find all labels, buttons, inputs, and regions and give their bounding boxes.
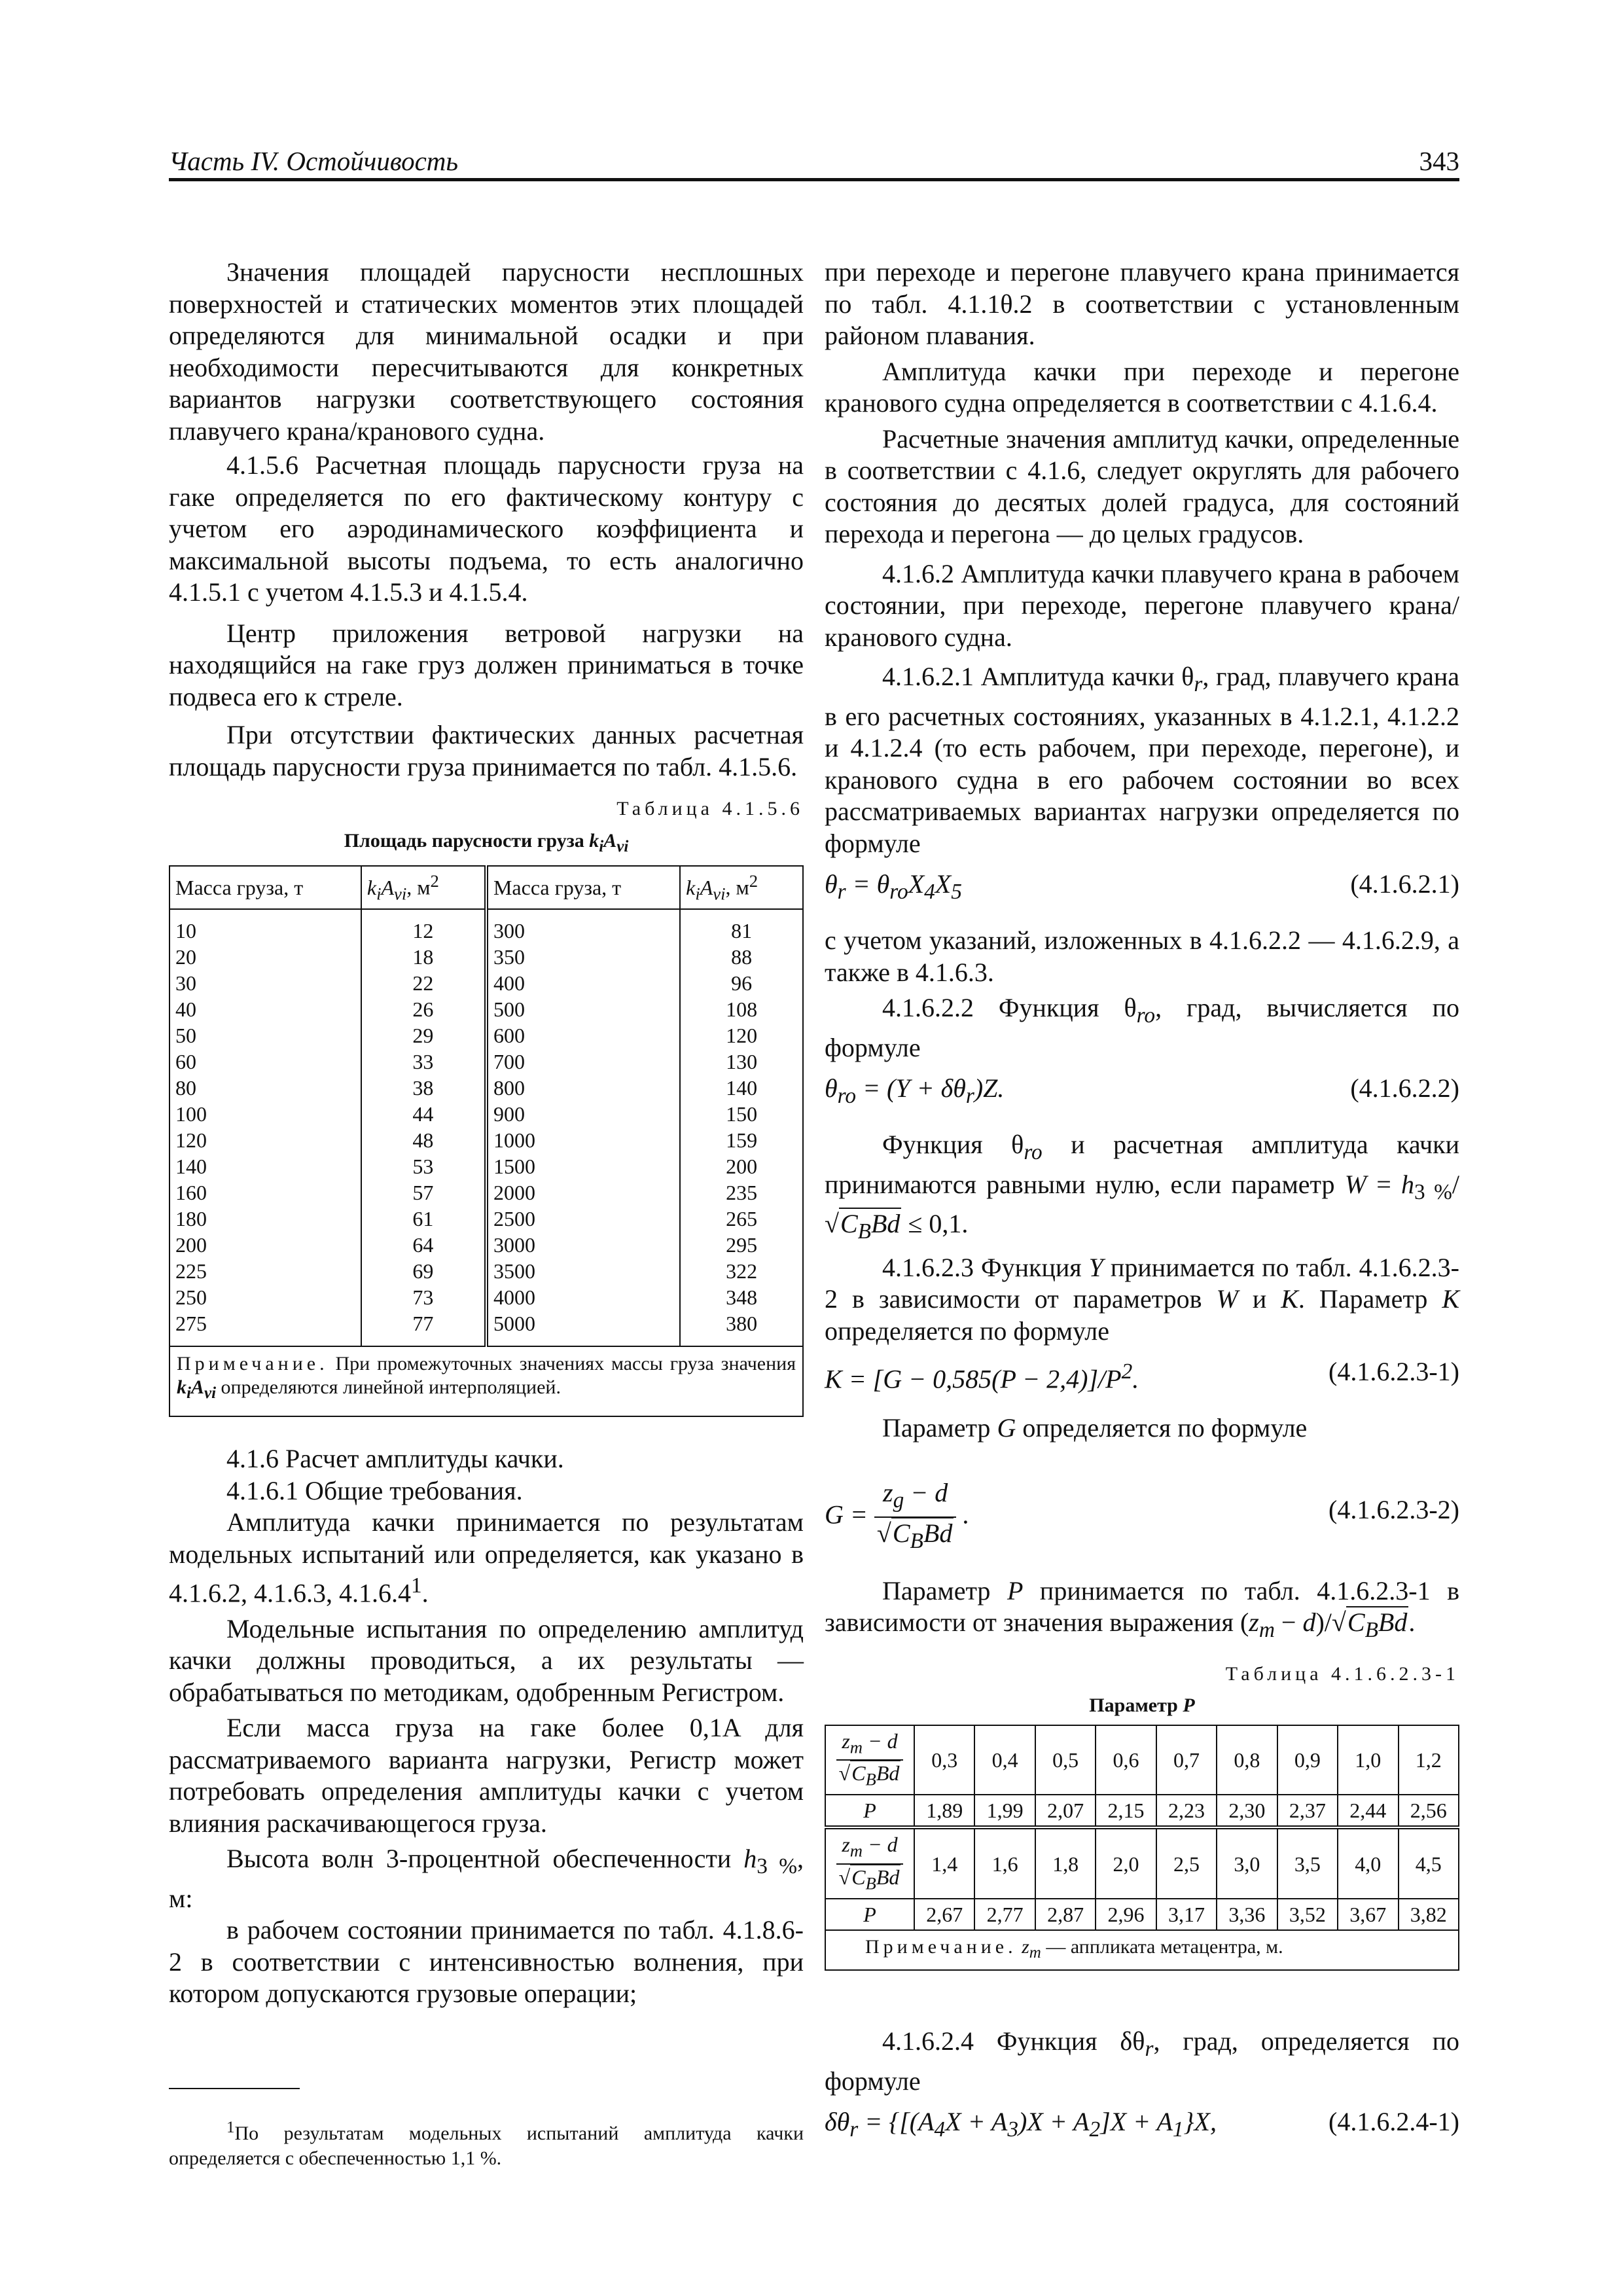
table-cell: 3000 — [486, 1232, 680, 1258]
table-cell: 0,8 — [1217, 1725, 1277, 1795]
table-cell: 2500 — [486, 1206, 680, 1232]
table-row: P 2,67 2,77 2,87 2,96 3,17 3,36 3,52 3,67 3,82 — [825, 1899, 1459, 1930]
right-column — [825, 257, 1459, 2162]
table-cell: 180 — [169, 1206, 361, 1232]
table-cell: 0,7 — [1156, 1725, 1217, 1795]
table-cell: 4000 — [486, 1284, 680, 1310]
table-cell: 29 — [361, 1022, 486, 1049]
paragraph: 4.1.6.2.4 Функция $\delta\theta_r$, град, определяется по формуле — [825, 2026, 1459, 2096]
column-header: Масса груза, т — [486, 866, 680, 909]
table-cell: 73 — [361, 1284, 486, 1310]
paragraph: 4.1.6.2.1 Амплитуда качки $\theta_r$, град, плавучего крана в его расчетных состояниях, указанных в 4.1.2.1, 4.1.2.2 и 4.1.2.4 (то есть рабочем, при переходе, перегоне), и кранового судна в его рабочем состоянии во всех рассматриваемых вариантах нагрузки определяется по формуле — [825, 662, 1460, 858]
column-header: $k_iA_{vi}$, $м^2$ — [680, 866, 803, 909]
formula-4-1-6-2-3-1: $K = [G - 0,585(P - 2,4)]/P^2$. (4.1.6.2.3-1) — [825, 1357, 1459, 1394]
paragraph: в рабочем состоянии принимается по табл. 4.1.8.6-2 в соответствии с интенсивностью волнения, при котором допускаются грузовые операции; — [169, 1915, 804, 2009]
table-cell: 225 — [169, 1258, 361, 1284]
table-cell: 130 — [680, 1049, 803, 1075]
table-cell: 500 — [486, 996, 680, 1022]
table-cell: 100 — [169, 1101, 361, 1127]
table-cell: 0,9 — [1277, 1725, 1338, 1795]
table-cell: 60 — [169, 1049, 361, 1075]
table-row — [169, 1310, 803, 1346]
table-cell: 3,0 — [1217, 1827, 1277, 1899]
table-cell: 159 — [680, 1127, 803, 1153]
table-cell: 2,96 — [1096, 1899, 1156, 1930]
formula-4-1-6-2-1: $\theta_r = \theta_{ro}X_4X_5$ (4.1.6.2.1) — [825, 869, 1459, 904]
table-cell: 3,82 — [1399, 1899, 1459, 1930]
table-cell: 1500 — [486, 1153, 680, 1179]
table-cell: 275 — [169, 1310, 361, 1346]
column-header: $k_iA_{vi}$, $м^2$ — [361, 866, 486, 909]
table-title: Площадь парусности груза $k_iA_{vi}$ — [344, 829, 629, 855]
table-cell: 33 — [361, 1049, 486, 1075]
table-cell: 140 — [680, 1075, 803, 1101]
table-cell: 120 — [680, 1022, 803, 1049]
paragraph: Если масса груза на гаке более 0,1A для рассматриваемого варианта нагрузки, Регистр может потребовать определения амплитуды качки с учетом влияния раскачивающегося груза. — [169, 1713, 804, 1838]
table-cell: 88 — [680, 944, 803, 970]
table-cell: 900 — [486, 1101, 680, 1127]
table-cell: 1,4 — [914, 1827, 974, 1899]
table-cell: 50 — [169, 1022, 361, 1049]
table-row — [169, 996, 803, 1022]
table-cell: 12 — [361, 909, 486, 944]
table-cell: 10 — [169, 909, 361, 944]
table-cell: 0,6 — [1096, 1725, 1156, 1795]
table-note: Примечание. При промежуточных значениях массы груза значения $k_iA_{vi}$ определяются линейной интерполяцией. — [169, 1346, 803, 1416]
table-cell: 1,2 — [1399, 1725, 1459, 1795]
table-cell: 57 — [361, 1179, 486, 1206]
table-cell: 61 — [361, 1206, 486, 1232]
table-row: $\frac{z_m - d}{√C_BBd}$ 0,3 0,4 0,5 0,6 0,7 0,8 0,9 1,0 1,2 — [825, 1725, 1459, 1795]
table-row: $\frac{z_m - d}{√C_BBd}$ 1,4 1,6 1,8 2,0 2,5 3,0 3,5 4,0 4,5 — [825, 1827, 1459, 1899]
table-cell: 0,4 — [974, 1725, 1035, 1795]
table-row — [169, 1022, 803, 1049]
paragraph: Параметр P принимается по табл. 4.1.6.2.3-1 в зависимости от значения выражения $(z_m - d)/√C_BBd$. — [825, 1575, 1459, 1642]
table-row — [169, 1179, 803, 1206]
table-cell: 2,67 — [914, 1899, 974, 1930]
table-body — [169, 909, 803, 1346]
table-cell: 0,5 — [1035, 1725, 1096, 1795]
formula-4-1-6-2-3-2: G = $\frac{z_g - d}{√C_BBd}$ . (4.1.6.2.3-2) — [825, 1477, 1459, 1549]
table-cell: 265 — [680, 1206, 803, 1232]
table-cell: 5000 — [486, 1310, 680, 1346]
table-cell: 300 — [486, 909, 680, 944]
paragraph: 4.1.6.2.3 Функция Y принимается по табл. 4.1.6.2.3-2 в зависимости от параметров W и K. Параметр K определяется по формуле — [825, 1252, 1460, 1346]
table-cell: 3,67 — [1338, 1899, 1398, 1930]
table-cell: 64 — [361, 1232, 486, 1258]
paragraph: При отсутствии фактических данных расчетная площадь парусности груза принимается по табл. 4.1.5.6. — [169, 720, 804, 781]
table-row — [169, 1049, 803, 1075]
table-cell: 2,15 — [1096, 1795, 1156, 1827]
wind-area-table — [169, 865, 804, 1417]
paragraph: с учетом указаний, изложенных в 4.1.6.2.2 — 4.1.6.2.9, а также в 4.1.6.3. — [825, 925, 1459, 987]
subsection-heading: 4.1.6.1 Общие требования. — [226, 1475, 523, 1505]
table-cell: 20 — [169, 944, 361, 970]
table-row — [169, 1258, 803, 1284]
table-cell: 380 — [680, 1310, 803, 1346]
table-cell: 2,87 — [1035, 1899, 1096, 1930]
paragraph: Центр приложения ветровой нагрузки на находящийся на гаке груз должен приниматься в точке подвеса его к стреле. — [169, 618, 804, 711]
table-cell: 30 — [169, 970, 361, 996]
table-cell: 3,52 — [1277, 1899, 1338, 1930]
table-row — [169, 1101, 803, 1127]
table-cell: 140 — [169, 1153, 361, 1179]
table-cell: 44 — [361, 1101, 486, 1127]
parameter-p-table — [825, 1725, 1459, 1971]
paragraph: 4.1.6.2.2 Функция $\theta_{ro}$, град, вычисляется по формуле — [825, 993, 1460, 1062]
table-row — [169, 909, 803, 944]
paragraph: Параметр G определяется по формуле — [882, 1413, 1308, 1443]
table-cell: 2,0 — [1096, 1827, 1156, 1899]
table-cell: 800 — [486, 1075, 680, 1101]
paragraph: 4.1.6.2 Амплитуда качки плавучего крана в рабочем состоянии, при переходе, перегоне плавучего крана/кранового судна. — [825, 558, 1459, 652]
table-note: Примечание. $z_m$ — аппликата метацентра, м. — [825, 1930, 1459, 1970]
table-cell: 200 — [169, 1232, 361, 1258]
table-cell: 0,3 — [914, 1725, 974, 1795]
table-cell: 200 — [680, 1153, 803, 1179]
fraction: $\frac{z_g - d}{√C_BBd}$ — [874, 1477, 956, 1558]
table-cell: 18 — [361, 944, 486, 970]
paragraph: Модельные испытания по определению амплитуд качки должны проводиться, а их результаты — обрабатываться по методикам, одобренным Регистром. — [169, 1613, 804, 1707]
header-rule — [169, 178, 1459, 181]
table-cell: 600 — [486, 1022, 680, 1049]
formula-4-1-6-2-4-1: $\delta\theta_r = \{[(A_4X + A_3)X + A_2]X + A_1\}X$, (4.1.6.2.4-1) — [825, 2107, 1459, 2142]
table-cell: 80 — [169, 1075, 361, 1101]
table-row — [169, 1127, 803, 1153]
table-cell: 2,5 — [1156, 1827, 1217, 1899]
table-cell: 96 — [680, 970, 803, 996]
paragraph: Амплитуда качки принимается по результатам модельных испытаний или определяется, как указано в 4.1.6.2, 4.1.6.3, 4.1.6.4$^1$. — [169, 1507, 804, 1608]
header-title: Часть IV. Остойчивость — [169, 146, 459, 176]
table-row — [169, 970, 803, 996]
table-row: P 1,89 1,99 2,07 2,15 2,23 2,30 2,37 2,44 2,56 — [825, 1795, 1459, 1827]
table-cell: 2,30 — [1217, 1795, 1277, 1827]
table-cell: 700 — [486, 1049, 680, 1075]
column-header: Масса груза, т — [169, 866, 361, 909]
paragraph: Расчетные значения амплитуд качки, определенные в соответствии с 4.1.6, следует округлять для рабочего состояния до десятых долей градуса, для состояний перехода и перегона — до целых градусов. — [825, 423, 1459, 548]
table-cell: 77 — [361, 1310, 486, 1346]
section-heading: 4.1.6 Расчет амплитуды качки. — [226, 1444, 564, 1473]
table-cell: 2,56 — [1399, 1795, 1459, 1827]
table-cell: 1,8 — [1035, 1827, 1096, 1899]
page-number: 343 — [1419, 146, 1459, 176]
table-cell: 2000 — [486, 1179, 680, 1206]
paragraph: Высота волн 3-процентной обеспеченности $h_{3 \%}$, м: — [169, 1844, 804, 1913]
table-cell: 1,99 — [974, 1795, 1035, 1827]
table-caption: Таблица 4.1.6.2.3-1 — [1225, 1662, 1459, 1685]
table-cell: 22 — [361, 970, 486, 996]
table-row — [169, 1206, 803, 1232]
table-cell: 1000 — [486, 1127, 680, 1153]
table-cell: 3,36 — [1217, 1899, 1277, 1930]
table-row — [169, 1075, 803, 1101]
table-cell: 2,77 — [974, 1899, 1035, 1930]
table-cell: 150 — [680, 1101, 803, 1127]
table-cell: 348 — [680, 1284, 803, 1310]
table-cell: 322 — [680, 1258, 803, 1284]
paragraph: при переходе и перегоне плавучего крана принимается по табл. 4.1.1θ.2 в соответствии с установленным районом плавания. — [825, 257, 1459, 350]
table-cell: 40 — [169, 996, 361, 1022]
paragraph: Значения площадей парусности несплошных поверхностей и статических моментов этих площадей определяются для минимальной осадки и при необходимости пересчитываются для конкретных вариантов нагрузки соответствующего состояния плавучего крана/кранового судна. — [169, 257, 804, 446]
paragraph: Амплитуда качки при переходе и перегоне кранового судна определяется в соответствии с 4.1.6.4. — [825, 356, 1459, 418]
table-cell: 1,6 — [974, 1827, 1035, 1899]
table-cell: 38 — [361, 1075, 486, 1101]
table-cell: 250 — [169, 1284, 361, 1310]
table-cell: 400 — [486, 970, 680, 996]
table-row — [169, 1232, 803, 1258]
footnote: $^1$По результатам модельных испытаний амплитуда качки определяется с обеспеченностью 1,1 %. — [169, 2119, 804, 2169]
table-cell: 4,0 — [1338, 1827, 1398, 1899]
table-cell: 69 — [361, 1258, 486, 1284]
table-cell: 3500 — [486, 1258, 680, 1284]
table-cell: 1,89 — [914, 1795, 974, 1827]
table-cell: 53 — [361, 1153, 486, 1179]
table-row — [169, 1153, 803, 1179]
table-caption: Таблица 4.1.5.6 — [616, 798, 804, 819]
table-cell: 295 — [680, 1232, 803, 1258]
table-cell: 26 — [361, 996, 486, 1022]
table-cell: 108 — [680, 996, 803, 1022]
table-cell: 2,37 — [1277, 1795, 1338, 1827]
table-title: Параметр P — [1089, 1695, 1195, 1716]
table-cell: 235 — [680, 1179, 803, 1206]
table-cell: 48 — [361, 1127, 486, 1153]
left-column — [169, 257, 804, 2010]
footnote-rule — [169, 2088, 300, 2089]
table-cell: 350 — [486, 944, 680, 970]
formula-4-1-6-2-2: $\theta_{ro} = (Y + \delta\theta_r)Z$. (4.1.6.2.2) — [825, 1073, 1459, 1108]
table-cell: 81 — [680, 909, 803, 944]
table-cell: 160 — [169, 1179, 361, 1206]
table-row — [169, 944, 803, 970]
table-cell: 4,5 — [1399, 1827, 1459, 1899]
table-cell: 2,07 — [1035, 1795, 1096, 1827]
table-row — [169, 1284, 803, 1310]
paragraph: 4.1.5.6 Расчетная площадь парусности груза на гаке определяется по его фактическому контуру с учетом его аэродинамического коэффициента и максимальной высоты подъема, то есть аналогично 4.1.5.1 с учетом 4.1.5.3 и 4.1.5.4. — [169, 450, 804, 607]
table-cell: 2,44 — [1338, 1795, 1398, 1827]
paragraph: Функция $\theta_{ro}$ и расчетная амплитуда качки принимаются равными нулю, если параметр $W = h_{3 \%}/√C_BBd \le 0,1$. — [825, 1130, 1460, 1244]
table-cell: 3,5 — [1277, 1827, 1338, 1899]
table-cell: 120 — [169, 1127, 361, 1153]
table-cell: 3,17 — [1156, 1899, 1217, 1930]
table-cell: 2,23 — [1156, 1795, 1217, 1827]
table-cell: 1,0 — [1338, 1725, 1398, 1795]
